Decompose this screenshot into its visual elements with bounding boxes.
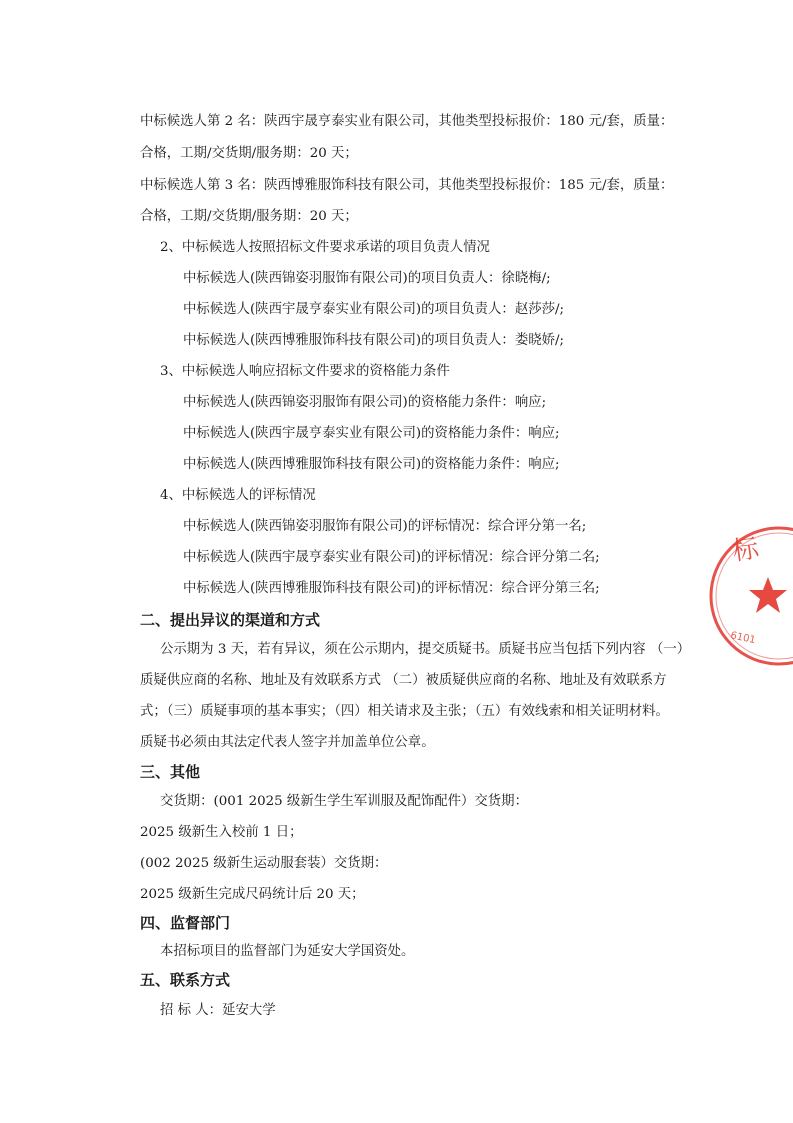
- section3-item: 中标候选人(陕西宇晟亨泰实业有限公司)的资格能力条件：响应;: [183, 426, 560, 441]
- objection-line: 公示期为 3 天，若有异议，须在公示期内，提交质疑书。质疑书应当包括下列内容 （一）: [160, 642, 691, 657]
- candidate-rank2-line1: 中标候选人第 2 名：陕西宇晟亨泰实业有限公司，其他类型投标报价：180 元/套，质量：: [140, 114, 674, 129]
- seal-graphic: [704, 520, 793, 670]
- other-line: 2025 级新生完成尺码统计后 20 天；: [140, 887, 365, 902]
- supervision-text: 本招标项目的监督部门为延安大学国资处。: [160, 944, 415, 959]
- objection-line: 式；（三）质疑事项的基本事实；（四）相关请求及主张；（五）有效线索和相关证明材料。: [140, 704, 669, 719]
- section3-item: 中标候选人(陕西博雅服饰科技有限公司)的资格能力条件：响应;: [183, 457, 560, 472]
- other-line: 交货期：(001 2025 级新生学生军训服及配饰配件）交货期：: [160, 794, 528, 809]
- section2-item: 中标候选人(陕西宇晟亨泰实业有限公司)的项目负责人：赵莎莎/;: [183, 302, 565, 317]
- candidate-rank3-line2: 合格，工期/交货期/服务期：20 天；: [140, 209, 358, 224]
- section3-heading: 3、中标候选人响应招标文件要求的资格能力条件: [160, 364, 450, 379]
- objection-line: 质疑书必须由其法定代表人签字并加盖单位公章。: [140, 735, 435, 750]
- official-seal: [704, 520, 793, 670]
- candidate-rank3-line1: 中标候选人第 3 名：陕西博雅服饰科技有限公司，其他类型投标报价：185 元/套，质量：: [140, 178, 674, 193]
- section4-item: 中标候选人(陕西宇晟亨泰实业有限公司)的评标情况：综合评分第二名;: [183, 550, 600, 565]
- section4-item: 中标候选人(陕西锦姿羽服饰有限公司)的评标情况：综合评分第一名;: [183, 519, 587, 534]
- objection-heading: 二、提出异议的渠道和方式: [140, 611, 321, 629]
- objection-line: 质疑供应商的名称、地址及有效联系方式 （二）被质疑供应商的名称、地址及有效联系方: [140, 673, 667, 688]
- other-line: 2025 级新生入校前 1 日；: [140, 825, 303, 840]
- supervision-heading: 四、监督部门: [140, 914, 231, 932]
- contact-heading: 五、联系方式: [140, 971, 231, 989]
- tenderer-line: 招 标 人：延安大学: [160, 1003, 276, 1018]
- section2-heading: 2、中标候选人按照招标文件要求承诺的项目负责人情况: [160, 240, 490, 255]
- seal-text: 标: [730, 533, 761, 567]
- section3-item: 中标候选人(陕西锦姿羽服饰有限公司)的资格能力条件：响应;: [183, 395, 547, 410]
- section2-item: 中标候选人(陕西锦姿羽服饰有限公司)的项目负责人：徐晓梅/;: [183, 271, 551, 286]
- other-heading: 三、其他: [140, 763, 201, 781]
- section4-heading: 4、中标候选人的评标情况: [160, 488, 316, 503]
- other-line: (002 2025 级新生运动服套装）交货期：: [140, 856, 388, 871]
- candidate-rank2-line2: 合格，工期/交货期/服务期：20 天；: [140, 146, 358, 161]
- section4-item: 中标候选人(陕西博雅服饰科技有限公司)的评标情况：综合评分第三名;: [183, 581, 600, 596]
- section2-item: 中标候选人(陕西博雅服饰科技有限公司)的项目负责人：娄晓娇/;: [183, 333, 565, 348]
- seal-digits: 6101: [729, 630, 757, 647]
- seal-star-icon: [749, 577, 787, 613]
